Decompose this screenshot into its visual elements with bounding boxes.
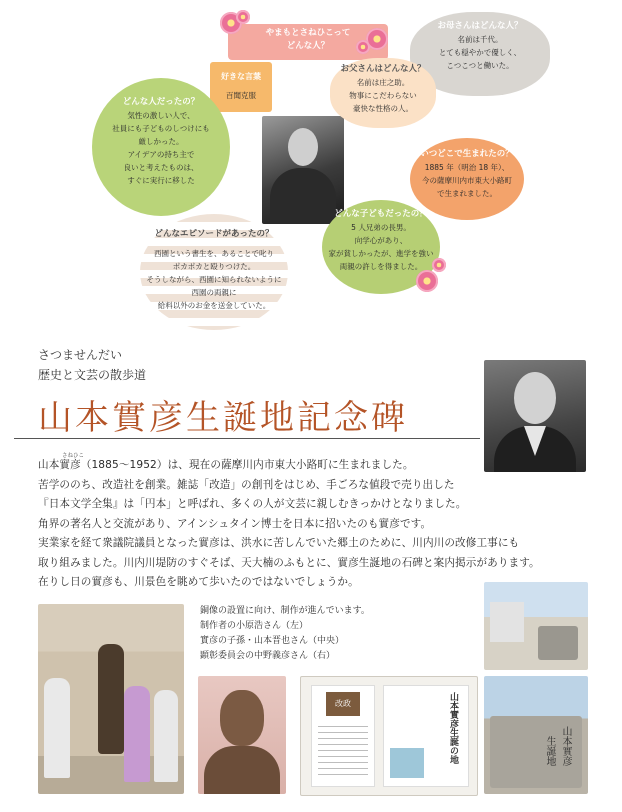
mother-bubble-line: とても穏やかで優しく、	[438, 48, 522, 57]
body-line: 角界の著名人と交流があり、アインシュタイン博士を日本に招いたのも實彦です。	[38, 517, 432, 530]
signboard-heading: 山本實彦生誕の地	[448, 692, 458, 764]
body-line: 実業家を経て衆議院議員となった實彦は、洪水に苦しんでいた郷土のために、川内川の改修工事にも	[38, 537, 520, 549]
kicker-line1: さつませんだい	[38, 348, 123, 362]
signboard-left-panel	[311, 685, 375, 787]
person-bubble	[92, 78, 230, 216]
birthplace-bubble-line: 1885 年（明治 18 年）、	[424, 163, 510, 172]
signboard-photo	[300, 676, 478, 796]
signboard-map	[390, 748, 424, 778]
person-figure-right	[154, 690, 178, 782]
episode-bubble-line: 西園の両親に	[191, 288, 237, 297]
father-bubble-line: 豪快な性格の人。	[353, 104, 413, 113]
signboard-badge	[326, 692, 360, 716]
statue-workshop-photo	[38, 604, 184, 794]
person-bubble-line: すぐに実行に移した	[127, 176, 195, 185]
person-bubble-line: 気性の激しい人で、	[127, 111, 195, 120]
statue-figure	[98, 644, 124, 754]
episode-bubble-line: ポカポカと殴りつけた。	[172, 262, 256, 271]
mother-bubble-line: 名前は千代。	[457, 35, 503, 44]
episode-bubble-line: 西園という書生を、あることで叱り	[154, 249, 274, 258]
mother-bubble-title: お母さんはどんな人？	[437, 21, 523, 31]
father-bubble-title: お父さんはどんな人？	[340, 64, 426, 74]
childhood-bubble-line: 5 人兄弟の長男。	[351, 223, 411, 232]
body-line: 取り組みました。川内川堤防のすぐそば、天大楠のふもとに、實彦生誕地の石碑と案内掲示があります。	[38, 556, 540, 569]
monument-inscription-1: 山本實彦	[560, 726, 571, 766]
birthplace-bubble-title: いつどこで生まれたの？	[420, 149, 514, 159]
monument-site-photo	[484, 582, 588, 670]
caption-line: 顕彰委員会の中野義彦さん（右）	[200, 651, 336, 661]
favorite-words-title: 好きな言葉	[221, 72, 261, 81]
father-bubble-line: 名前は庄之助。	[356, 78, 410, 87]
caption-line: 制作者の小原浩さん（左）	[200, 621, 309, 631]
person-bubble-line: アイデアの持ち主で	[127, 150, 195, 159]
signboard-right-panel	[383, 685, 469, 787]
flower-icon	[356, 40, 370, 54]
episode-bubble-title: どんなエピソードがあったの？	[154, 229, 274, 239]
favorite-words-value: 百聞克服	[226, 91, 256, 100]
person-figure-center	[124, 686, 150, 782]
bust-head	[220, 690, 264, 746]
flower-icon	[432, 258, 446, 272]
caption-line: 實彦の子孫・山本晋也さん（中央）	[200, 636, 345, 646]
childhood-bubble-line: 両親の許しを得ました。	[339, 262, 423, 271]
childhood-bubble-title: どんな子どもだったの？	[334, 209, 428, 219]
flower-icon	[416, 270, 438, 292]
person-bubble-line: 良いと考えたものは、	[123, 163, 199, 172]
title-ribbon-line2: どんな人？	[286, 41, 330, 51]
body-line: 山本實彦（1885～1952）は、現在の薩摩川内市東大小路町に生まれました。	[38, 459, 414, 471]
father-bubble-line: 物事にこだわらない	[349, 91, 417, 100]
bust-sculpture-photo	[198, 676, 286, 794]
title-divider	[14, 438, 480, 439]
title-ribbon-line1: やまもとさねひこって	[265, 28, 351, 38]
father-bubble	[330, 58, 436, 128]
person-bubble-line: 厳しかった。	[138, 137, 184, 146]
body-line: 『日本文学全集』は「円本」と呼ばれ、多くの人が文芸に親しむきっかけとなりました。	[38, 498, 467, 510]
body-line: 苦学ののち、改造社を創業。雑誌「改造」の創刊をはじめ、手ごろな値段で売り出した	[38, 478, 455, 491]
portrait-head	[514, 372, 556, 424]
person-bubble-line: 社員にも子どものしつけにも	[112, 124, 210, 133]
ruby-reading: さねひこ	[62, 453, 85, 459]
body-paragraph	[38, 456, 598, 593]
profile-bubbles-section	[0, 0, 622, 335]
monument-inscription-2: 生誕地	[544, 736, 555, 766]
page-title: 山本實彦生誕地記念碑	[38, 398, 408, 438]
portrait-head	[288, 128, 318, 166]
episode-bubble-line: 給料以外のお金を送金していた。	[157, 301, 271, 310]
building-shape	[490, 602, 524, 642]
signboard-text-lines	[318, 726, 368, 780]
signboard-badge-text: 改政	[335, 699, 351, 708]
episode-bubble	[140, 214, 288, 330]
photo-caption	[200, 604, 370, 664]
bust-shoulders	[204, 746, 280, 794]
monument-closeup-photo	[484, 676, 588, 794]
episode-bubble-line: そうしながら、西園に知られないように	[146, 275, 282, 284]
person-bubble-title: どんな人だったの？	[122, 97, 200, 107]
childhood-bubble-line: 向学心があり、	[354, 236, 408, 245]
caption-line: 銅像の設置に向け、制作が進んでいます。	[200, 606, 370, 616]
body-line: 在りし日の實彦も、川景色を眺めて歩いたのではないでしょうか。	[38, 576, 359, 588]
mother-bubble-line: こつこつと働いた。	[446, 61, 514, 70]
birthplace-bubble-line: 今の薩摩川内市東大小路町	[422, 176, 512, 185]
person-figure-left	[44, 678, 70, 778]
flower-icon	[236, 10, 250, 24]
monument-stone-shape	[538, 626, 578, 660]
birthplace-bubble-line: で生まれました。	[437, 189, 497, 198]
childhood-bubble-line: 家が貧しかったが、進学を強い	[328, 249, 434, 258]
kicker-line2: 歴史と文芸の散歩道	[38, 368, 147, 382]
